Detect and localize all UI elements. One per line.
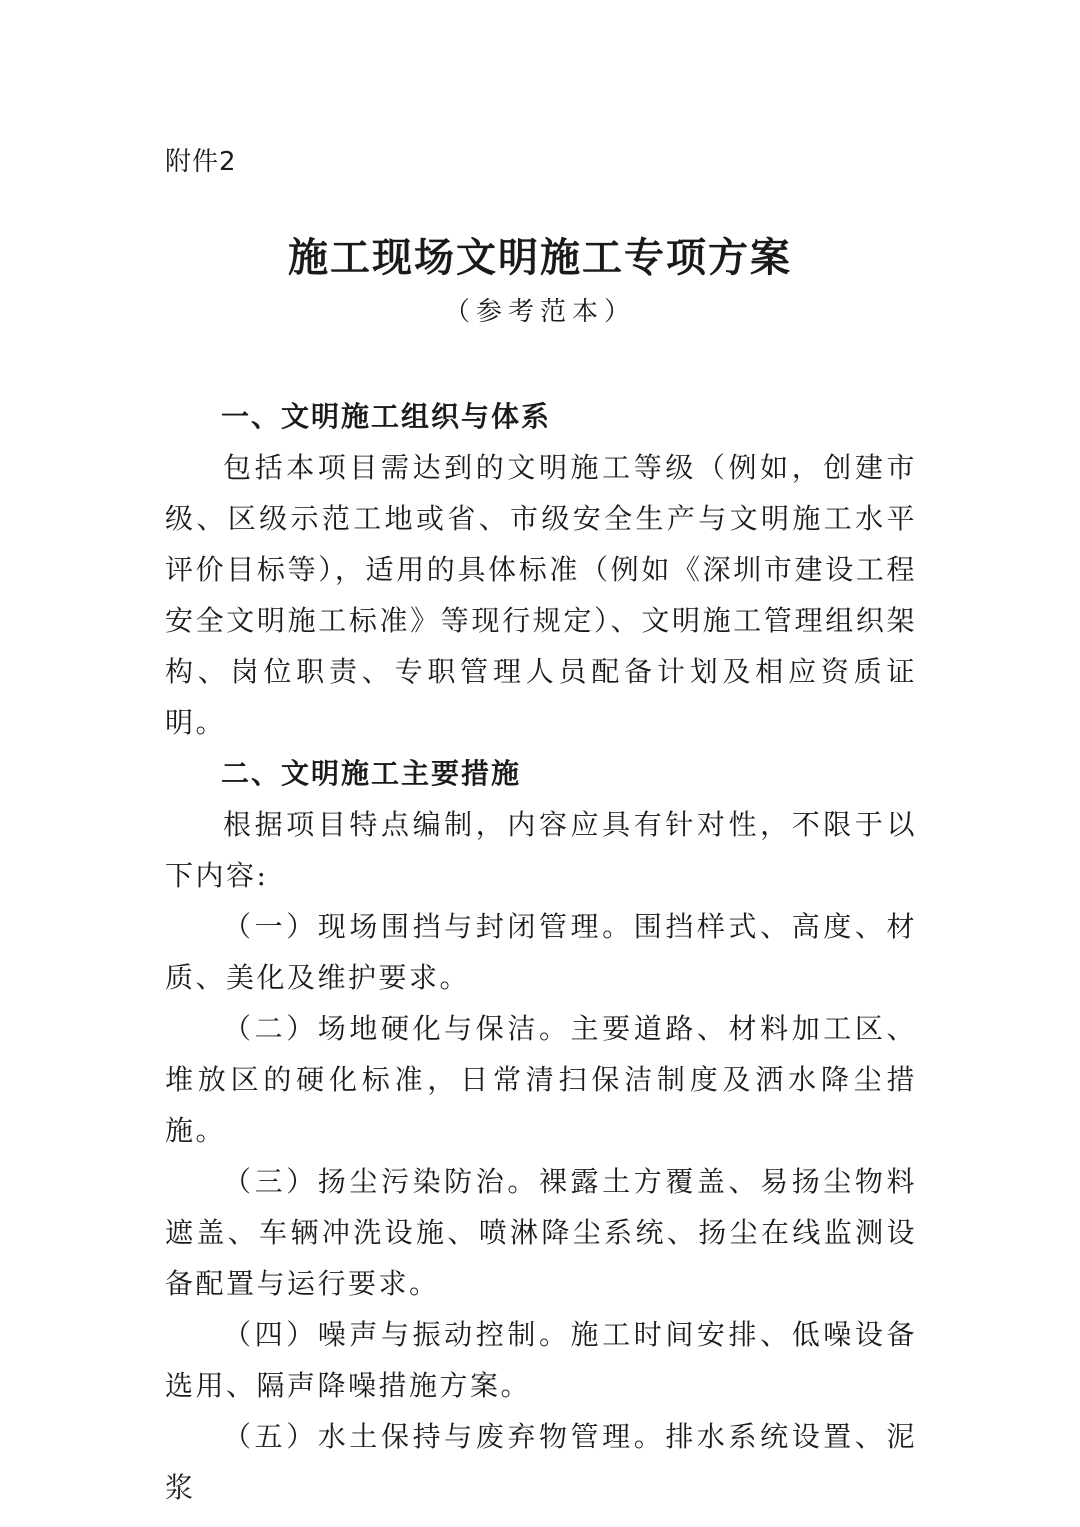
- section-2-paragraph-1: 根据项目特点编制，内容应具有针对性，不限于以下内容:: [165, 808, 917, 892]
- document-body: [165, 391, 917, 1513]
- section-heading-1: 一、文明施工组织与体系: [221, 400, 552, 433]
- section-1-paragraph-1: 包括本项目需达到的文明施工等级（例如，创建市级、区级示范工地或省、市级安全生产与文明施工水平评价目标等），适用的具体标准（例如《深圳市建设工程安全文明施工标准》等现行规定）、文明施工管理组织架构、岗位职责、专职管理人员配备计划及相应资质证明。: [165, 451, 917, 739]
- section-2-item-2: （二）场地硬化与保洁。主要道路、材料加工区、堆放区的硬化标准，日常清扫保洁制度及洒水降尘措施。: [165, 1012, 917, 1147]
- document-title: 施工现场文明施工专项方案: [288, 234, 792, 281]
- section-2-item-5: （五）水土保持与废弃物管理。排水系统设置、泥浆: [165, 1420, 917, 1504]
- section-2-item-3: （三）扬尘污染防治。裸露土方覆盖、易扬尘物料遮盖、车辆冲洗设施、喷淋降尘系统、扬尘在线监测设备配置与运行要求。: [165, 1165, 917, 1300]
- section-2-item-4: （四）噪声与振动控制。施工时间安排、低噪设备选用、隔声降噪措施方案。: [165, 1318, 917, 1402]
- attachment-label: 附件2: [165, 147, 237, 177]
- section-2-item-1: （一）现场围挡与封闭管理。围挡样式、高度、材质、美化及维护要求。: [165, 910, 917, 994]
- document-subtitle: （参考范本）: [443, 297, 636, 327]
- section-heading-2: 二、文明施工主要措施: [221, 757, 522, 790]
